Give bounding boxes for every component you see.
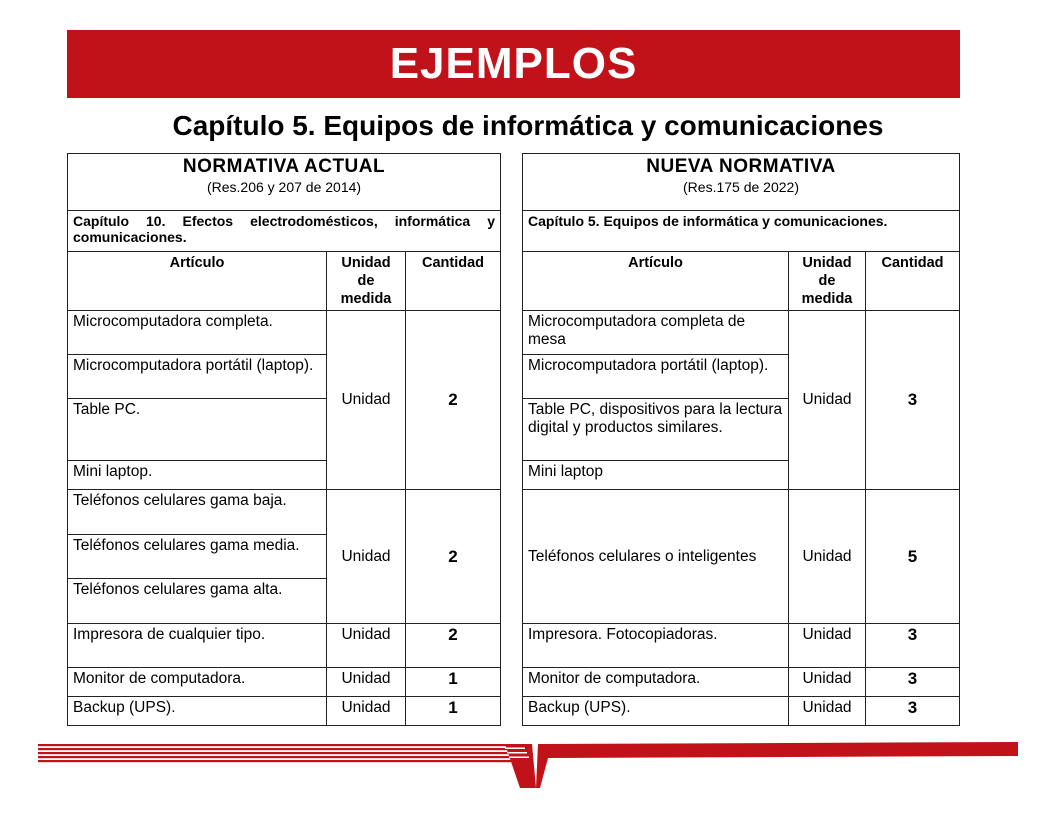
column-header-article: Artículo (523, 252, 789, 311)
table-cell-unit: Unidad (327, 490, 406, 624)
table-cell-quantity: 3 (866, 697, 960, 726)
table-heading: NUEVA NORMATIVA (646, 156, 836, 177)
table-cell-article: Teléfonos celulares gama baja. (68, 490, 327, 535)
table-cell-article: Table PC. (68, 399, 327, 461)
column-header-article: Artículo (68, 252, 327, 311)
column-header-quantity: Cantidad (406, 252, 501, 311)
table-cell-article: Monitor de computadora. (68, 668, 327, 697)
column-header-quantity: Cantidad (866, 252, 960, 311)
footer-stripes-decoration (0, 740, 1056, 790)
table-cell-article: Microcomputadora portátil (laptop). (523, 355, 789, 399)
table-cell-quantity: 2 (406, 624, 501, 668)
banner-title: EJEMPLOS (389, 39, 638, 88)
table-heading-cell (523, 154, 960, 211)
table-cell-unit: Unidad (789, 668, 866, 697)
column-header-unit: Unidad de medida (327, 252, 406, 311)
page-subtitle: Capítulo 5. Equipos de informática y comunicaciones (172, 110, 884, 141)
table-cell-article: Microcomputadora portátil (laptop). (68, 355, 327, 399)
table-cell-article: Impresora de cualquier tipo. (68, 624, 327, 668)
table-cell-article: Backup (UPS). (523, 697, 789, 726)
table-cell-article: Microcomputadora completa de mesa (523, 311, 789, 355)
table-cell-unit: Unidad (789, 490, 866, 624)
table-cell-unit: Unidad (789, 311, 866, 490)
table-cell-unit: Unidad (327, 624, 406, 668)
table-cell-quantity: 3 (866, 624, 960, 668)
table-cell-article: Teléfonos celulares gama alta. (68, 579, 327, 624)
current-regulation-table (67, 153, 501, 726)
table-cell-article: Table PC, dispositivos para la lectura digital y productos similares. (523, 399, 789, 461)
table-reference: (Res.175 de 2022) (683, 179, 799, 195)
chapter-title: Capítulo 5. Equipos de informática y comunicaciones. (523, 211, 960, 252)
table-cell-article: Teléfonos celulares gama media. (68, 535, 327, 579)
table-cell-unit: Unidad (327, 311, 406, 490)
table-cell-article: Mini laptop (523, 461, 789, 490)
table-heading-cell (68, 154, 501, 211)
table-cell-quantity: 5 (866, 490, 960, 624)
table-cell-quantity: 2 (406, 490, 501, 624)
table-cell-quantity: 1 (406, 668, 501, 697)
table-cell-quantity: 1 (406, 697, 501, 726)
table-cell-unit: Unidad (327, 668, 406, 697)
table-cell-article: Mini laptop. (68, 461, 327, 490)
table-cell-unit: Unidad (789, 624, 866, 668)
table-cell-article: Teléfonos celulares o inteligentes (523, 490, 789, 624)
column-header-unit: Unidad de medida (789, 252, 866, 311)
table-cell-article: Impresora. Fotocopiadoras. (523, 624, 789, 668)
title-banner (67, 30, 960, 98)
table-cell-quantity: 2 (406, 311, 501, 490)
table-cell-unit: Unidad (789, 697, 866, 726)
table-cell-quantity: 3 (866, 668, 960, 697)
table-cell-unit: Unidad (327, 697, 406, 726)
table-cell-article: Microcomputadora completa. (68, 311, 327, 355)
table-cell-article: Backup (UPS). (68, 697, 327, 726)
table-cell-article: Monitor de computadora. (523, 668, 789, 697)
new-regulation-table (522, 153, 960, 726)
table-heading: NORMATIVA ACTUAL (182, 156, 386, 177)
table-reference: (Res.206 y 207 de 2014) (206, 179, 362, 195)
table-cell-quantity: 3 (866, 311, 960, 490)
chapter-title: Capítulo 10. Efectos electrodomésticos, informática y comunicaciones. (68, 211, 501, 252)
